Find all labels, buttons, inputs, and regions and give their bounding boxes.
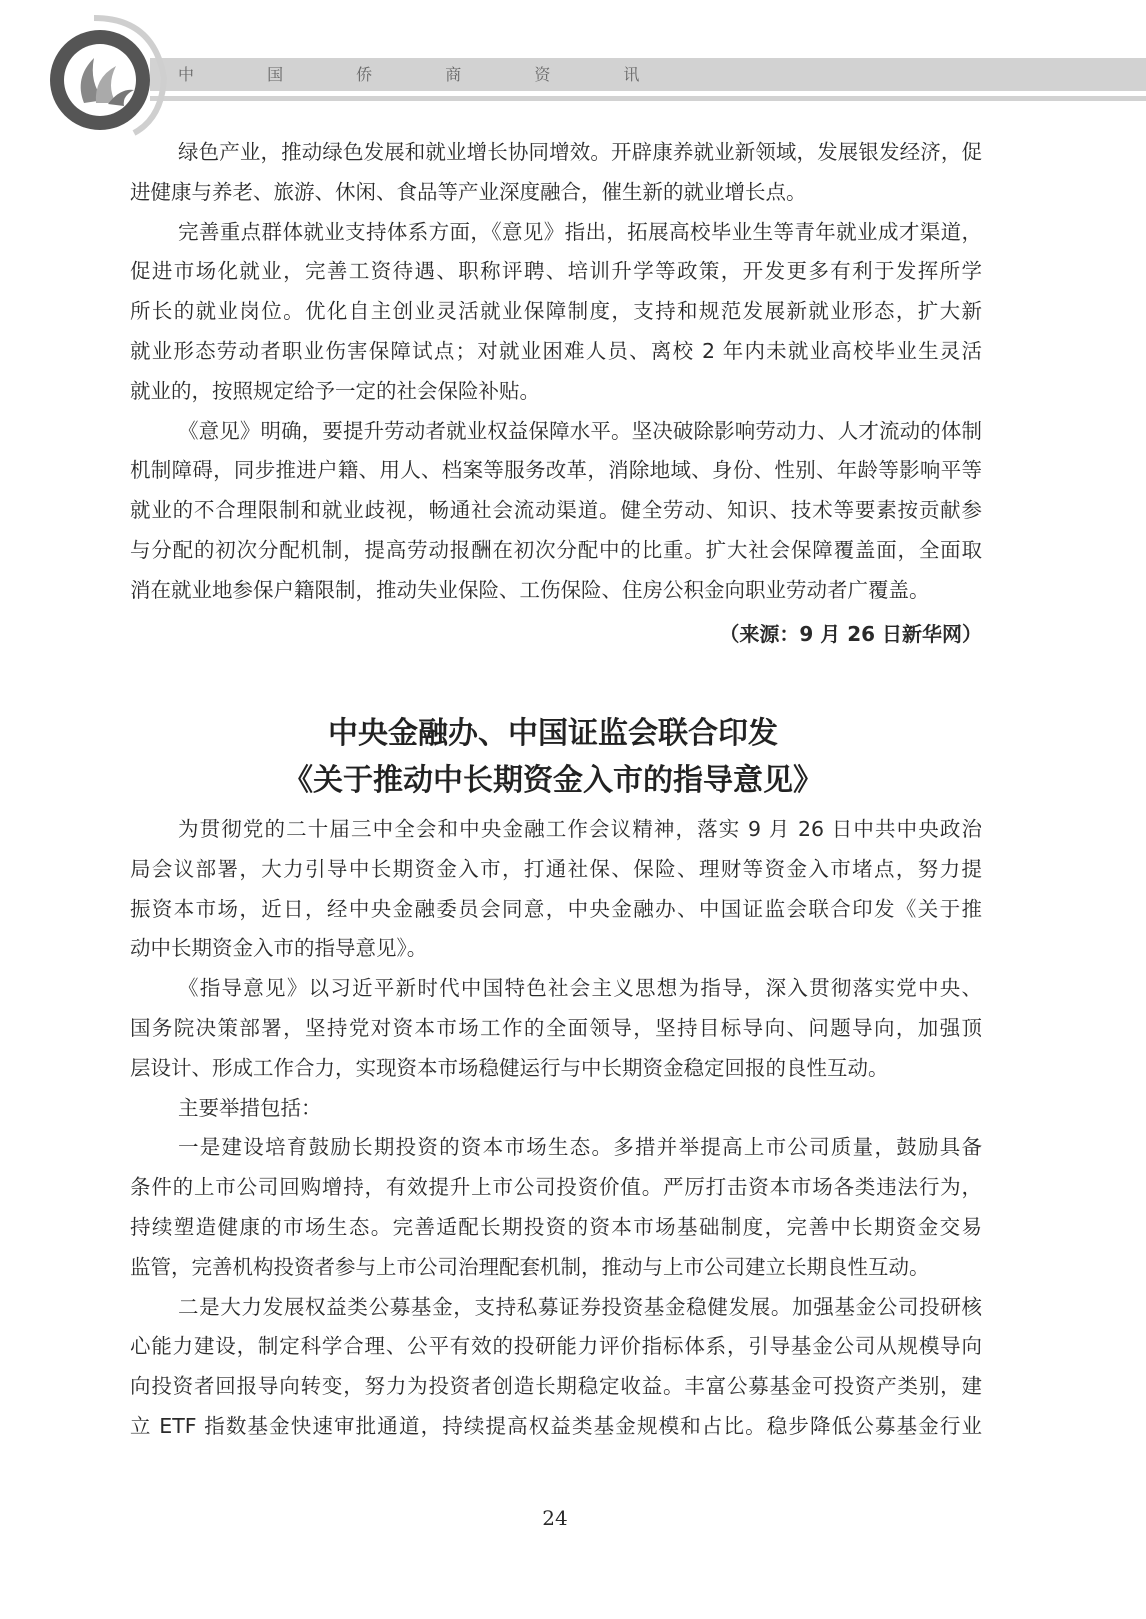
paragraph-line: 就业的，按照规定给予一定的社会保险补贴。 — [130, 378, 540, 403]
paragraph-line: 振资本市场，近日，经中央金融委员会同意，中央金融办、中国证监会联合印发《关于推 — [130, 896, 982, 921]
paragraph-line: 就业的不合理限制和就业歧视，畅通社会流动渠道。健全劳动、知识、技术等要素按贡献参 — [130, 498, 982, 523]
paragraph-line: 所长的就业岗位。优化自主创业灵活就业保障制度，支持和规范发展新就业形态，扩大新 — [130, 299, 982, 324]
paragraph-line: 条件的上市公司回购增持，有效提升上市公司投资价值。严厉打击资本市场各类违法行为， — [130, 1175, 982, 1200]
paragraph-line: 立 ETF 指数基金快速审批通道，持续提高权益类基金规模和占比。稳步降低公募基金行业 — [130, 1414, 982, 1438]
paragraph-line: 层设计、形成工作合力，实现资本市场稳健运行与中长期资金稳定回报的良性互动。 — [130, 1055, 889, 1080]
paragraph-line: 局会议部署，大力引导中长期资金入市，打通社保、保险、理财等资金入市堵点，努力提 — [130, 856, 982, 881]
page-number: 24 — [542, 1506, 568, 1530]
paragraph-line: 完善重点群体就业支持体系方面，《意见》指出，拓展高校毕业生等青年就业成才渠道， — [178, 219, 982, 244]
paragraph-line: 一是建设培育鼓励长期投资的资本市场生态。多措并举提高上市公司质量，鼓励具备 — [178, 1135, 982, 1160]
association-logo — [34, 8, 174, 138]
article-title-line-1: 中央金融办、中国证监会联合印发 — [328, 716, 778, 751]
paragraph-line: 为贯彻党的二十届三中全会和中央金融工作会议精神，落实 9 月 26 日中共中央政治 — [178, 817, 982, 841]
paragraph-line: 《意见》明确，要提升劳动者就业权益保障水平。坚决破除影响劳动力、人才流动的体制 — [178, 418, 982, 443]
paragraph-line: 促进市场化就业，完善工资待遇、职称评聘、培训升学等政策，开发更多有利于发挥所学 — [130, 259, 982, 284]
paragraph-line: 主要举措包括： — [178, 1095, 322, 1120]
header-rule — [150, 96, 1146, 101]
paragraph-line: 二是大力发展权益类公募基金，支持私募证券投资基金稳健发展。加强基金公司投研核 — [178, 1294, 982, 1319]
paragraph-line: 持续塑造健康的市场生态。完善适配长期投资的资本市场基础制度，完善中长期资金交易 — [130, 1215, 982, 1239]
paragraph-line: 绿色产业，推动绿色发展和就业增长协同增效。开辟康养就业新领域，发展银发经济，促 — [178, 140, 982, 164]
paragraph-line: 心能力建设，制定科学合理、公平有效的投研能力评价指标体系，引导基金公司从规模导向 — [130, 1334, 982, 1359]
article-title-line-2: 《关于推动中长期资金入市的指导意见》 — [283, 763, 823, 798]
paragraph-line: 动中长期资金入市的指导意见》。 — [130, 936, 428, 961]
paragraph-line: 就业形态劳动者职业伤害保障试点；对就业困难人员、离校 2 年内未就业高校毕业生灵活 — [130, 339, 982, 363]
paragraph-line: 向投资者回报导向转变，努力为投资者创造长期稳定收益。丰富公募基金可投资产类别，建 — [130, 1374, 982, 1399]
paragraph-line: 国务院决策部署，坚持党对资本市场工作的全面领导，坚持目标导向、问题导向，加强顶 — [130, 1016, 982, 1040]
paragraph-line: 《指导意见》以习近平新时代中国特色社会主义思想为指导，深入贯彻落实党中央、 — [178, 976, 982, 1001]
paragraph-line: 机制障碍，同步推进户籍、用人、档案等服务改革，消除地域、身份、性别、年龄等影响平等 — [130, 458, 982, 483]
magazine-title: 中 国 侨 商 资 讯 — [178, 65, 674, 84]
article-source: （来源：9 月 26 日新华网） — [719, 622, 982, 646]
paragraph-line: 消在就业地参保户籍限制，推动失业保险、工伤保险、住房公积金向职业劳动者广覆盖。 — [130, 577, 930, 602]
paragraph-line: 监管，完善机构投资者参与上市公司治理配套机制，推动与上市公司建立长期良性互动。 — [130, 1254, 930, 1279]
paragraph-line: 与分配的初次分配机制，提高劳动报酬在初次分配中的比重。扩大社会保障覆盖面，全面取 — [130, 538, 982, 562]
paragraph-line: 进健康与养老、旅游、休闲、食品等产业深度融合，催生新的就业增长点。 — [130, 179, 807, 204]
